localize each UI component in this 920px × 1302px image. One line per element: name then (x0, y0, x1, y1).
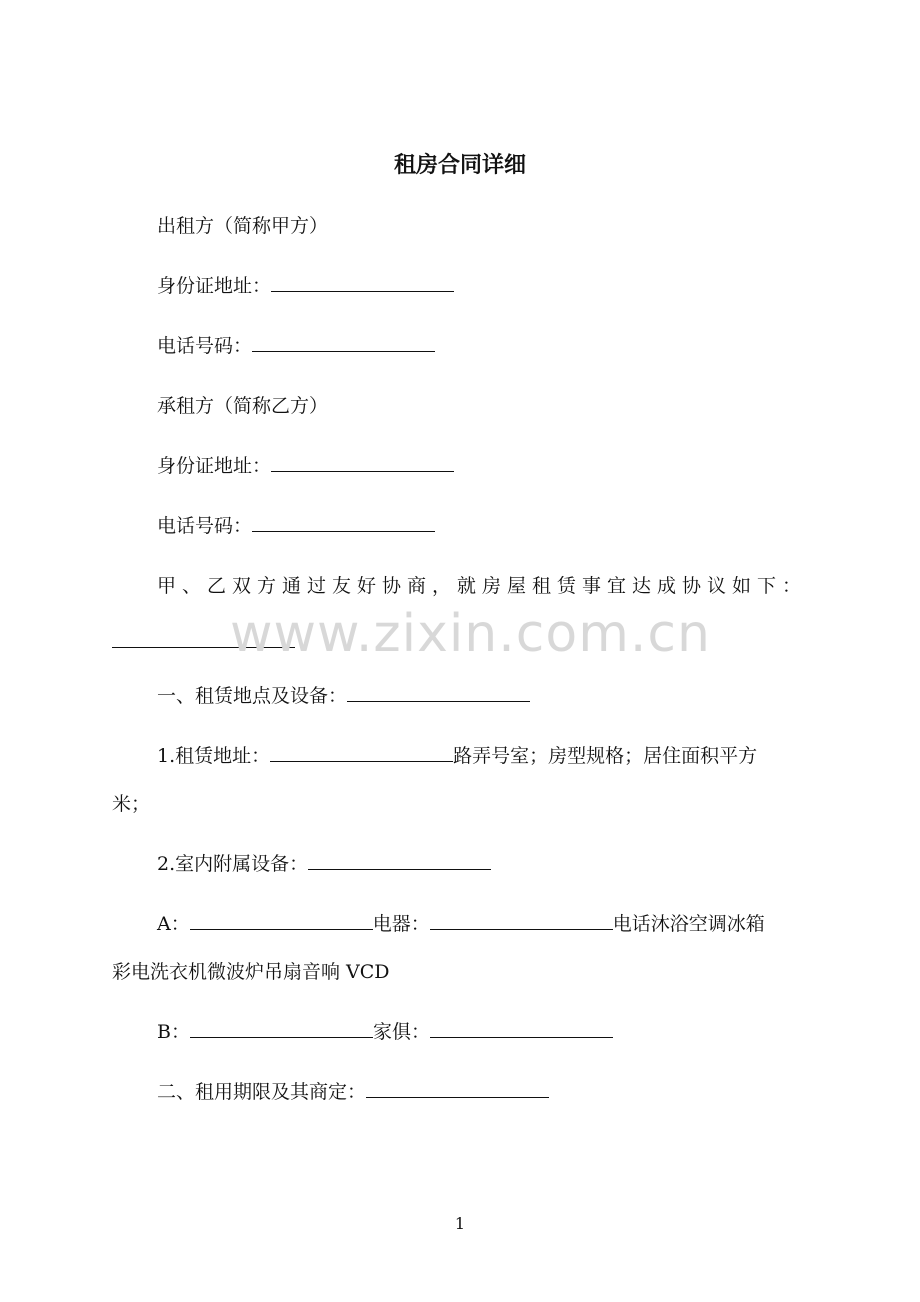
itemB-blank-1 (190, 1019, 373, 1038)
lessor-phone-label: 电话号码： (157, 335, 253, 357)
section2-heading: 二、租用期限及其商定： (157, 1081, 367, 1103)
itemB-mid: 家俱： (372, 1021, 430, 1043)
page-number: 1 (454, 1214, 466, 1233)
lessee-id-address-label: 身份证地址： (157, 455, 272, 477)
item1-continuation: 米； (112, 793, 151, 815)
section1-blank (347, 683, 530, 702)
itemA-blank-1 (190, 911, 373, 930)
section1-heading: 一、租赁地点及设备： (157, 685, 348, 707)
itemB-line (157, 1018, 613, 1046)
lessor-id-address-line (157, 272, 454, 300)
watermark: www.zixin.com.cn (230, 604, 711, 664)
lessee-id-address-blank (271, 453, 454, 472)
lessor-phone-line (157, 332, 435, 360)
lessor-heading: 出租方（简称甲方） (157, 215, 329, 237)
itemB-label: B： (157, 1021, 190, 1043)
itemB-blank-2 (430, 1019, 613, 1038)
lessor-id-address-blank (271, 273, 454, 292)
item1-blank (270, 743, 453, 762)
itemA-line (157, 910, 765, 938)
agreement-intro: 甲、乙双方通过友好协商，就房屋租赁事宜达成协议如下： (157, 575, 808, 597)
lessee-heading: 承租方（简称乙方） (157, 395, 329, 417)
item1-line (157, 742, 757, 770)
lessee-phone-label: 电话号码： (157, 515, 253, 537)
lessor-id-address-label: 身份证地址： (157, 275, 272, 297)
item1-label: 1.租赁地址： (157, 745, 271, 767)
section2-blank (366, 1079, 549, 1098)
section2-heading-line (157, 1078, 549, 1106)
itemA-suffix: 电话沐浴空调冰箱 (612, 913, 765, 935)
item2-label: 2.室内附属设备： (157, 853, 309, 875)
itemA-continuation: 彩电洗衣机微波炉吊扇音响 VCD (112, 961, 390, 983)
item2-blank (308, 851, 491, 870)
itemA-label: A： (157, 913, 190, 935)
item1-suffix: 路弄号室；房型规格；居住面积平方 (453, 745, 758, 767)
item2-line (157, 850, 491, 878)
itemA-blank-2 (430, 911, 613, 930)
lessee-phone-line (157, 512, 435, 540)
lessee-phone-blank (252, 513, 435, 532)
section1-heading-line (157, 682, 530, 710)
itemA-mid: 电器： (372, 913, 430, 935)
lessor-phone-blank (252, 333, 435, 352)
lessee-id-address-line (157, 452, 454, 480)
document-title: 租房合同详细 (393, 153, 526, 178)
